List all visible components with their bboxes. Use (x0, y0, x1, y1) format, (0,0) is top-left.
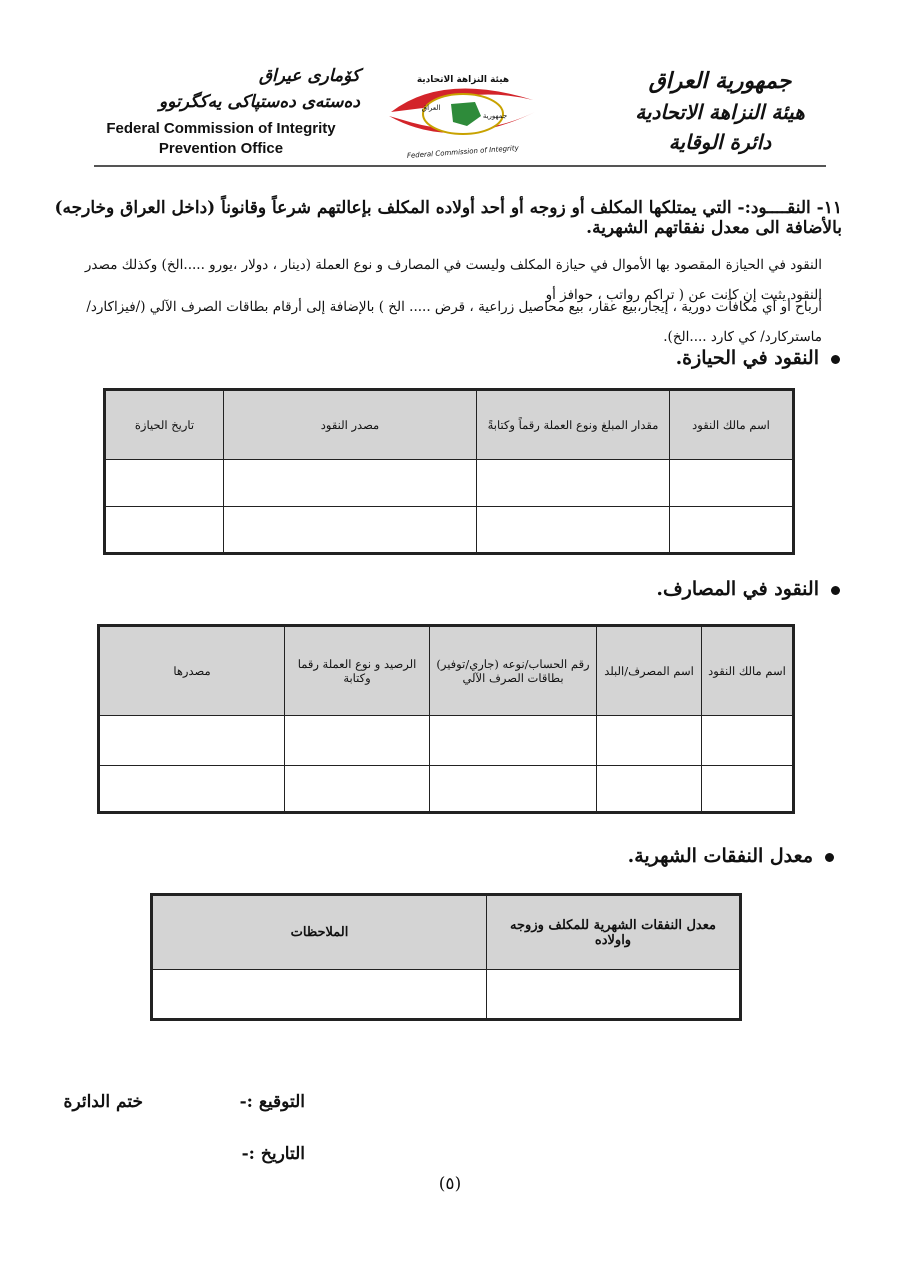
bullet-icon (831, 355, 840, 364)
logo-inner-left: العراق (421, 104, 441, 112)
col-possession-date: تاريخ الحيازة (105, 390, 224, 460)
cell-input[interactable] (670, 460, 794, 507)
cell-input[interactable] (430, 716, 597, 766)
col-bank-country: اسم المصرف/البلد (597, 626, 702, 716)
department-stamp-label: ختم الدائرة (63, 1092, 143, 1112)
col-balance-currency: الرصيد و نوع العملة رقما وكتابة (285, 626, 430, 716)
table-row (99, 766, 794, 813)
cash-in-banks-heading: النقود في المصارف. (656, 578, 840, 600)
table-row (105, 460, 794, 507)
cell-input[interactable] (99, 766, 285, 813)
cell-input[interactable] (224, 507, 477, 554)
header-arabic-line1: جمهورية العراق (648, 68, 792, 94)
header-english-line1: Federal Commission of Integrity (106, 120, 336, 137)
header-kurdish-line2: دەستەى دەستپاكى يەكگرتوو (159, 92, 360, 112)
section-11-para-line2: أرباح أو أي مكافآت دورية ، إيجار،بيع عقار، بيع محاصيل زراعية ، قرض ..... الخ ) بالإضافة إلى أرقام بطاقات الصرف الآلي (/فيزاكارد/ماستركارد/ كي كارد ....الخ). (86, 299, 822, 345)
cell-input[interactable] (105, 460, 224, 507)
cell-input[interactable] (285, 716, 430, 766)
table-header-row (99, 626, 794, 716)
section-11-para-line1: النقود في الحيازة المقصود بها الأموال في حيازة المكلف وليست في المصارف و نوع العملة (دينار ، دولار ،يورو .....الخ) وكذلك مصدر النقود يثبت إن كانت عن ( تراكم رواتب ، حوافز أو (84, 257, 822, 303)
header-divider (94, 165, 826, 167)
date-label: التاريخ :- (241, 1144, 305, 1164)
table-row (99, 716, 794, 766)
cell-input[interactable] (670, 507, 794, 554)
col-notes: الملاحظات (152, 895, 487, 970)
cell-input[interactable] (702, 766, 794, 813)
page-number: (٥) (438, 1174, 462, 1194)
col-account-number: رقم الحساب/نوعه (جاري/توفير) بطاقات الصرف الآلي (430, 626, 597, 716)
col-source: مصدرها (99, 626, 285, 716)
col-owner-name: اسم مالك النقود (670, 390, 794, 460)
table-row (152, 970, 741, 1020)
cell-input[interactable] (702, 716, 794, 766)
cell-input[interactable] (285, 766, 430, 813)
cash-in-banks-table (97, 624, 795, 814)
header-english-line2: Prevention Office (158, 140, 284, 157)
col-cash-source: مصدر النقود (224, 390, 477, 460)
section-11-title: ١١- النقــــود:- التي يمتلكها المكلف أو زوجه أو أحد أولاده المكلف بإعالتهم شرعاً وقانوناً (داخل العراق وخارجه) بالأضافة الى معدل نفقاتهم الشهرية. (54, 198, 842, 238)
table-header-row (105, 390, 794, 460)
cell-input[interactable] (430, 766, 597, 813)
cell-input[interactable] (105, 507, 224, 554)
col-amount-currency: مقدار المبلغ ونوع العملة رقماً وكتابةً (477, 390, 670, 460)
logo-inner-right: جمهورية (482, 112, 508, 120)
cell-input[interactable] (597, 716, 702, 766)
cell-input[interactable] (152, 970, 487, 1020)
header-kurdish-line1: كۆمارى عيراق (258, 66, 360, 86)
logo-top-text: هيئة النزاهة الاتحادية (416, 75, 510, 85)
cell-input[interactable] (597, 766, 702, 813)
table-header-row (152, 895, 741, 970)
monthly-expenses-table (150, 893, 742, 1021)
signature-label: التوقيع :- (239, 1092, 305, 1112)
cash-in-possession-heading: النقود في الحيازة. (676, 347, 840, 369)
cell-input[interactable] (99, 716, 285, 766)
cell-input[interactable] (477, 507, 670, 554)
cell-input[interactable] (477, 460, 670, 507)
cell-input[interactable] (487, 970, 741, 1020)
monthly-expenses-heading: معدل النفقات الشهرية. (628, 845, 834, 867)
bullet-icon (831, 586, 840, 595)
header-arabic-line2: هيئة النزاهة الاتحادية (635, 100, 805, 124)
bullet-icon (825, 853, 834, 862)
col-owner-name: اسم مالك النقود (702, 626, 794, 716)
header-arabic-line3: دائرة الوقاية (668, 130, 772, 154)
commission-logo (383, 72, 543, 162)
logo-bottom-text: Federal Commission of Integrity (406, 144, 520, 160)
table-row (105, 507, 794, 554)
col-monthly-expense-rate: معدل النفقات الشهرية للمكلف وزوجه واولاده (487, 895, 741, 970)
cell-input[interactable] (224, 460, 477, 507)
cash-in-possession-table (103, 388, 795, 555)
